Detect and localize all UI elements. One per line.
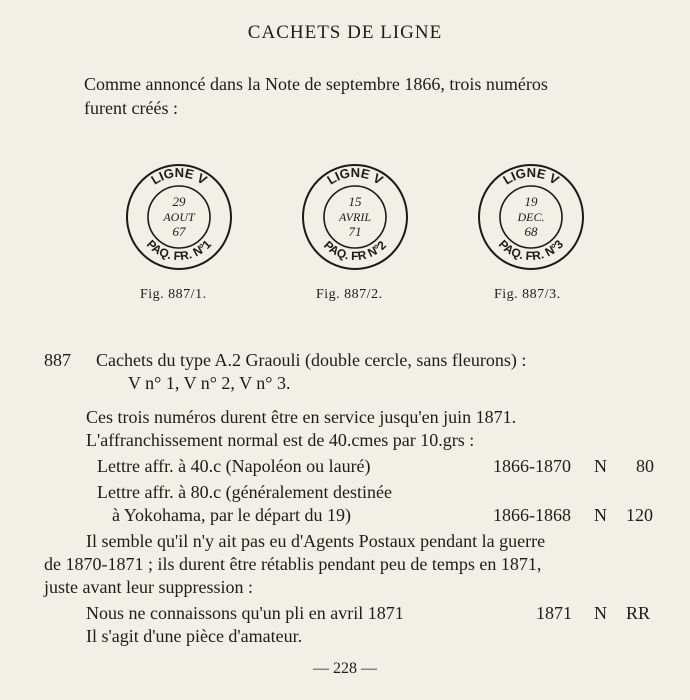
postmark-2-day: 15 (348, 194, 362, 209)
postmark-figure-2 (290, 158, 420, 276)
postmark-3-bottom-text: PAQ. FR. N°3 (495, 237, 567, 264)
price-row-1-years: 1866-1870 (493, 456, 571, 476)
entry-heading-line-1: Cachets du type A.2 Graouli (double cercle, sans fleurons) : (96, 350, 527, 370)
entry-text-3: Il semble qu'il n'y ait pas eu d'Agents Postaux pendant la guerre (86, 531, 546, 551)
intro-paragraph (84, 72, 664, 120)
entry-text-1: Ces trois numéros durent être en service jusqu'en juin 1871. (86, 407, 517, 427)
price-row-2-label-cont: à Yokohama, par le départ du 19) (112, 505, 351, 525)
figure-caption-1: Fig. 887/1. (140, 287, 207, 302)
price-row-3-label: Nous ne connaissons qu'un pli en avril 1871 (86, 603, 404, 623)
postmark-stamp-3 (466, 158, 596, 276)
entry-text-2: L'affranchissement normal est de 40.cmes par 10.grs : (86, 430, 475, 450)
figure-caption-2: Fig. 887/2. (316, 287, 383, 302)
price-row-2-rarity: N (594, 505, 607, 525)
postmark-stamp-1 (114, 158, 244, 276)
figure-caption-3: Fig. 887/3. (494, 287, 561, 302)
postmark-1-month: AOUT (163, 210, 195, 224)
entry-text-4: de 1870-1871 ; ils durent être rétablis pendant peu de temps en 1871, (44, 554, 542, 574)
price-row-1-label: Lettre affr. à 40.c (Napoléon ou lauré) (97, 456, 371, 476)
intro-line-2: furent créés : (84, 98, 178, 118)
price-row-2-years: 1866-1868 (493, 505, 571, 525)
price-row-1-rarity: N (594, 456, 607, 476)
entry-heading-line-2: V n° 1, V n° 2, V n° 3. (128, 373, 291, 393)
price-row-2-value: 120 (626, 505, 653, 525)
price-row-3-value: RR (626, 603, 651, 623)
price-row-3-years: 1871 (536, 603, 572, 623)
postmark-1-year: 67 (172, 224, 186, 239)
price-row-1-value: 80 (636, 456, 654, 476)
intro-line-1: Comme annoncé dans la Note de septembre 1866, trois numéros (84, 74, 548, 94)
postmark-3-top-text: LIGNE V (500, 164, 562, 188)
postmark-figure-1 (114, 158, 244, 276)
postmark-2-bottom-text: PAQ. FR N°2 (321, 238, 389, 264)
page-title: CACHETS DE LIGNE (247, 22, 443, 43)
page-number: — 228 — (313, 660, 377, 677)
price-row-3-rarity: N (594, 603, 607, 623)
postmark-1-day: 29 (172, 194, 186, 209)
price-row-2-label: Lettre affr. à 80.c (généralement destinée (97, 482, 393, 502)
postmark-2-month: AVRIL (338, 210, 372, 224)
postmark-2-top-text: LIGNE V (324, 164, 386, 188)
entry-text-5: juste avant leur suppression : (44, 577, 253, 597)
postmark-3-year: 68 (524, 224, 538, 239)
postmark-3-day: 19 (524, 194, 538, 209)
postmark-figure-3 (466, 158, 596, 276)
postmark-1-top-text: LIGNE V (148, 164, 210, 188)
entry-text-6: Il s'agit d'une pièce d'amateur. (86, 626, 303, 646)
postmark-stamp-2 (290, 158, 420, 276)
postmark-1-bottom-text: PAQ. FR. N°1 (143, 237, 215, 264)
postmark-3-month: DEC. (517, 210, 545, 224)
entry-number: 887 (44, 350, 71, 370)
postmark-2-year: 71 (348, 224, 362, 239)
